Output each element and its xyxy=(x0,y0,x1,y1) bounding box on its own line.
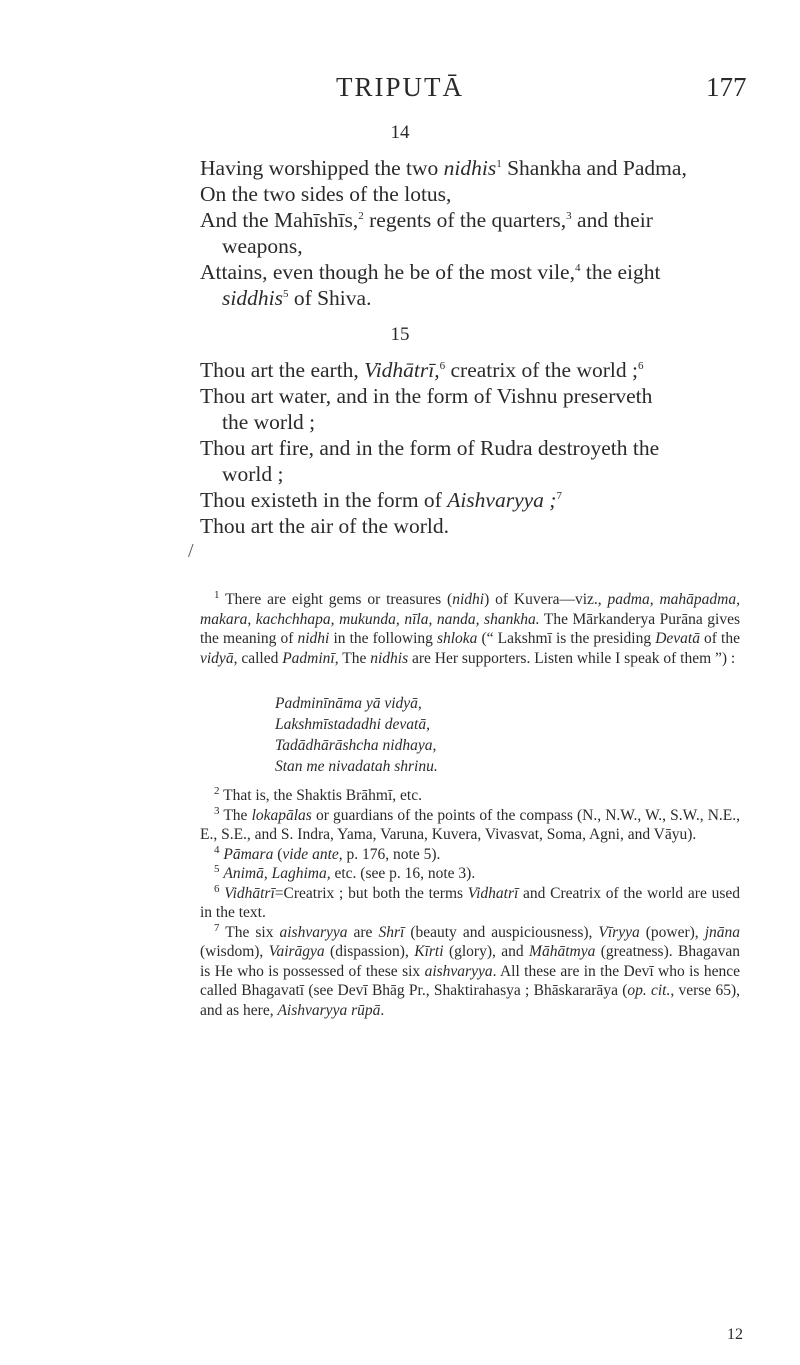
running-title: TRIPUTĀ xyxy=(336,72,464,102)
verse-15 xyxy=(200,357,740,539)
sanskrit-sloka xyxy=(275,693,438,777)
verse-line: weapons, xyxy=(222,234,303,258)
verse-line: world ; xyxy=(222,462,284,486)
page-number: 177 xyxy=(706,72,747,102)
verse-line: Thou art fire, and in the form of Rudra destroyeth the xyxy=(200,436,660,460)
verse-line: Having worshipped the two nidhis$^1$ Shankha and Padma, xyxy=(200,156,687,180)
verse-14 xyxy=(200,155,740,311)
verse-line: Thou existeth in the form of Aishvaryya ;$^7$ xyxy=(200,488,562,512)
footnote-ref: 2 xyxy=(358,209,364,222)
footnote-7: $^7$ The six aishvaryya are Shrī (beauty and auspiciousness), Vīryya (power), jnāna (wisdom), Vairāgya (dispassion), Kīrti (glory), and Māhātmya (greatness). Bhagavan is He who is possessed of these six aishvaryya. All these are in the Devī who is hence called Bhagavatī (see Devī Bhāg Pr., Shaktirahasya ; Bhāskararāya (op. cit., verse 65), and as here, Aishvaryya rūpā. xyxy=(200,921,741,1019)
sloka-line: Lakshmīstadadhi devatā, xyxy=(275,716,430,733)
footnote-1: $^1$ There are eight gems or treasures (nidhi) of Kuvera—viz., padma, mahāpadma, makara, kachchhapa, mukunda, nīla, nanda, shankha. The Mārkanderya Purāna gives the meaning of nidhi in the following shloka (“ Lakshmī is the presiding Devatā of the vidyā, called Padminī, The nidhis are Her supporters. Listen while I speak of them ”) : xyxy=(200,588,740,667)
signature-mark: 12 xyxy=(727,1326,743,1343)
verse-line: And the Mahīshīs,$^2$ regents of the quarters,$^3$ and their xyxy=(200,208,653,232)
footnote-ref: 1 xyxy=(496,157,502,170)
verse-line: Thou art the air of the world. xyxy=(200,514,449,538)
footnote-ref: 4 xyxy=(574,261,581,274)
footnote-ref: 5 xyxy=(282,287,289,300)
footnote-5: $^5$ Animā, Laghima, etc. (see p. 16, note 3). xyxy=(214,862,476,882)
footnotes-list xyxy=(200,786,740,1020)
verse-line: Thou art water, and in the form of Vishnu preserveth xyxy=(200,384,653,408)
footnote-ref: 3 xyxy=(566,209,572,222)
verse-line: On the two sides of the lotus, xyxy=(200,182,452,206)
margin-mark: / xyxy=(188,540,194,562)
footnote-2: $^2$ That is, the Shaktis Brāhmī, etc. xyxy=(214,784,422,804)
verse-line: siddhis$^5$ of Shiva. xyxy=(222,286,372,310)
sloka-line: Padminīnāma yā vidyā, xyxy=(275,695,422,712)
footnote-4: $^4$ Pāmara (vide ante, p. 176, note 5). xyxy=(214,843,441,863)
sloka-line: Tadādhārāshcha nidhaya, xyxy=(275,737,437,754)
sloka-line: Stan me nivadatah shrinu. xyxy=(275,758,438,775)
verse-number-15: 15 xyxy=(390,324,410,345)
verse-line: Thou art the earth, Vidhātrī,$^6$ creatrix of the world ;$^6$ xyxy=(200,358,644,382)
verse-number-14: 14 xyxy=(390,122,410,143)
footnote-3: $^3$ The lokapālas or guardians of the points of the compass (N., N.W., W., S.W., N.E., E., S.E., and S. Indra, Yama, Varuna, Kuvera, Vivasvat, Soma, Agni, and Vāyu). xyxy=(200,804,740,843)
footnote-ref: 6 xyxy=(439,359,446,372)
verse-line: Attains, even though he be of the most vile,$^4$ the eight xyxy=(200,260,661,284)
footnote-ref: 7 xyxy=(556,489,562,502)
footnote-6: $^6$ Vidhātrī=Creatrix ; but both the terms Vidhatrī and Creatrix of the world are used in the text. xyxy=(200,882,740,921)
footnote-ref: 6 xyxy=(637,359,644,372)
verse-line: the world ; xyxy=(222,410,316,434)
